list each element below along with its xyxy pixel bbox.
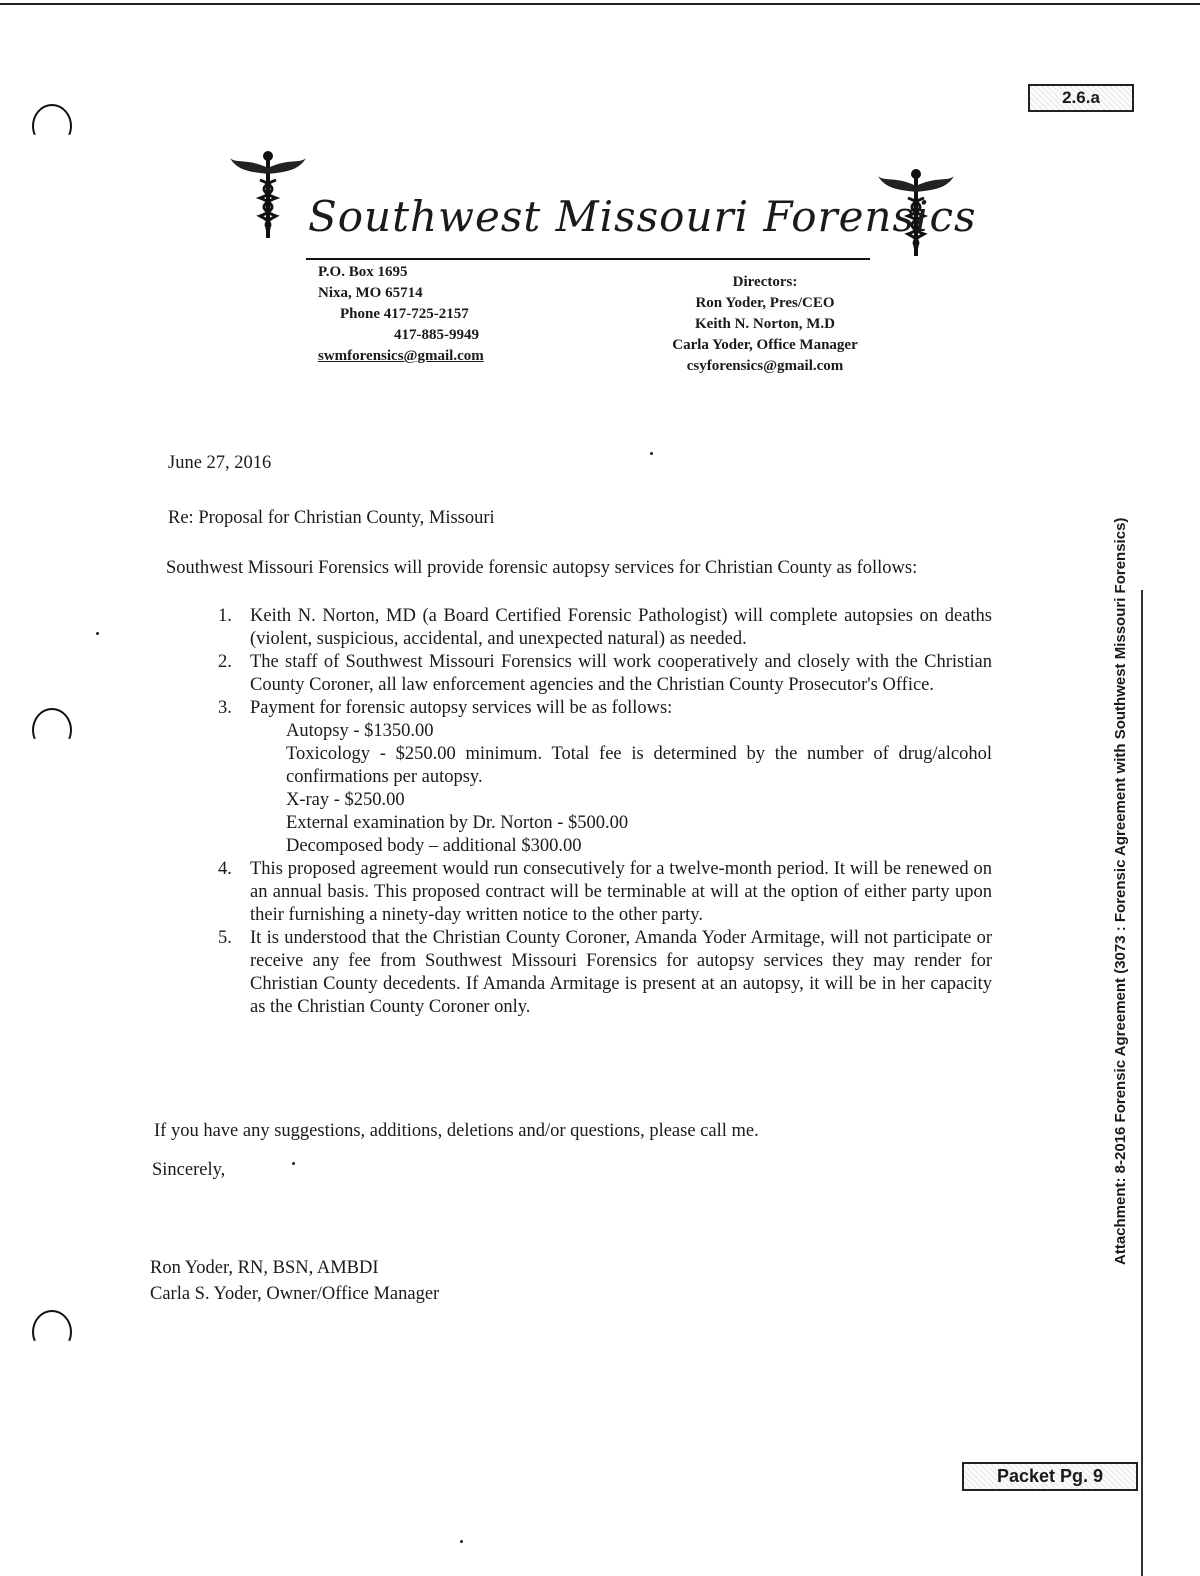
fee-line: Decomposed body – additional $300.00 bbox=[286, 836, 582, 856]
email-link[interactable]: swmforensics@gmail.com bbox=[318, 348, 484, 364]
letter-closing: If you have any suggestions, additions, deletions and/or questions, please call me. bbox=[154, 1121, 759, 1141]
director-line: Keith N. Norton, M.D bbox=[695, 316, 835, 332]
list-item-text: Keith N. Norton, MD (a Board Certified Forensic Pathologist) will complete autopsies on deaths (violent, suspicious, accidental, and unexpected natural) as needed. bbox=[250, 606, 992, 649]
fee-line: X-ray - $250.00 bbox=[286, 790, 405, 810]
letter-subject: Re: Proposal for Christian County, Missouri bbox=[168, 508, 495, 528]
director-line: Carla Yoder, Office Manager bbox=[672, 337, 858, 353]
scan-speck bbox=[96, 632, 99, 635]
punch-hole-top bbox=[32, 104, 72, 148]
directors-email: csyforensics@gmail.com bbox=[686, 358, 844, 374]
phone-secondary: 417-885-9949 bbox=[394, 327, 479, 343]
fee-line: External examination by Dr. Norton - $500.00 bbox=[286, 813, 629, 833]
caduceus-icon bbox=[228, 150, 308, 242]
punch-hole-middle bbox=[32, 708, 72, 752]
letter-date: June 27, 2016 bbox=[168, 453, 272, 473]
terms-list bbox=[154, 605, 992, 1019]
attachment-side-note: Attachment: 8-2016 Forensic Agreement (3073 : Forensic Agreement with Southwest Missouri Forensics) bbox=[1112, 517, 1129, 1265]
list-item-text: This proposed agreement would run consecutively for a twelve-month period. It will be renewed on an annual basis. This proposed contract will be terminable at will at the option of either party upon their furnishing a ninety-day written notice to the other party. bbox=[250, 859, 992, 925]
phone-primary: Phone 417-725-2157 bbox=[340, 306, 469, 322]
scan-speck bbox=[460, 1540, 463, 1543]
fee-line: Toxicology - $250.00 minimum. Total fee is determined by the number of drug/alcohol confirmations per autopsy. bbox=[286, 744, 992, 787]
list-item: 2. The staff of Southwest Missouri Forensics will work cooperatively and closely with the Christian County Coroner, all law enforcement agencies and the Christian County Prosecutor's Office. bbox=[218, 652, 992, 695]
list-item-text: The staff of Southwest Missouri Forensics will work cooperatively and closely with the Christian County Coroner, all law enforcement agencies and the Christian County Prosecutor's Office. bbox=[250, 652, 992, 695]
letterhead-address bbox=[318, 262, 484, 367]
list-item-text: Payment for forensic autopsy services will be as follows: bbox=[250, 698, 673, 718]
list-item-text: It is understood that the Christian County Coroner, Amanda Yoder Armitage, will not participate or receive any fee from Southwest Missouri Forensics for autopsy services they may render for Christian County decedents. If Amanda Armitage is present at an autopsy, it will be in her capacity as the Christian County Coroner only. bbox=[250, 928, 992, 1017]
scan-top-edge bbox=[0, 3, 1200, 5]
scan-speck bbox=[650, 452, 653, 455]
signatory-name: Ron Yoder, RN, BSN, AMBDI bbox=[150, 1258, 379, 1278]
punch-hole-bottom bbox=[32, 1310, 72, 1354]
directors-heading: Directors: bbox=[732, 274, 798, 290]
director-line: Ron Yoder, Pres/CEO bbox=[695, 295, 835, 311]
letterhead-underline bbox=[306, 258, 870, 260]
agenda-item-stamp: 2.6.a bbox=[1028, 84, 1134, 112]
list-item: 4. This proposed agreement would run consecutively for a twelve-month period. It will be renewed on an annual basis. This proposed contract will be terminable at will at the option of either party upon their furnishing a ninety-day written notice to the other party. bbox=[218, 859, 992, 925]
scan-right-edge bbox=[1141, 590, 1143, 1576]
sign-off: Sincerely, bbox=[152, 1160, 226, 1180]
list-item: 5. It is understood that the Christian County Coroner, Amanda Yoder Armitage, will not participate or receive any fee from Southwest Missouri Forensics for autopsy services they may render for Christian County decedents. If Amanda Armitage is present at an autopsy, it will be in her capacity as the Christian County Coroner only. bbox=[218, 928, 992, 1017]
letterhead-directors bbox=[640, 272, 890, 377]
list-item: 1. Keith N. Norton, MD (a Board Certified Forensic Pathologist) will complete autopsies on deaths (violent, suspicious, accidental, and unexpected natural) as needed. bbox=[218, 606, 992, 649]
list-item: 3. Payment for forensic autopsy services will be as follows: Autopsy - $1350.00 Toxicology - $250.00 minimum. Total fee is determined by the number of drug/alcohol confirmations per autopsy. X-ray - $250.00 External examination by Dr. Norton - $500.00 Decomposed body – additional $300.00 bbox=[218, 698, 992, 856]
packet-page-stamp: Packet Pg. 9 bbox=[962, 1462, 1138, 1491]
fee-line: Autopsy - $1350.00 bbox=[286, 721, 434, 741]
signatory-name: Carla S. Yoder, Owner/Office Manager bbox=[150, 1284, 440, 1304]
letterhead-title: Southwest Missouri Forensics bbox=[308, 192, 977, 241]
po-box: P.O. Box 1695 bbox=[318, 264, 408, 280]
scan-speck bbox=[292, 1162, 295, 1165]
letter-intro: Southwest Missouri Forensics will provide forensic autopsy services for Christian County as follows: bbox=[166, 558, 918, 578]
fee-schedule bbox=[250, 720, 992, 858]
city-line: Nixa, MO 65714 bbox=[318, 285, 423, 301]
